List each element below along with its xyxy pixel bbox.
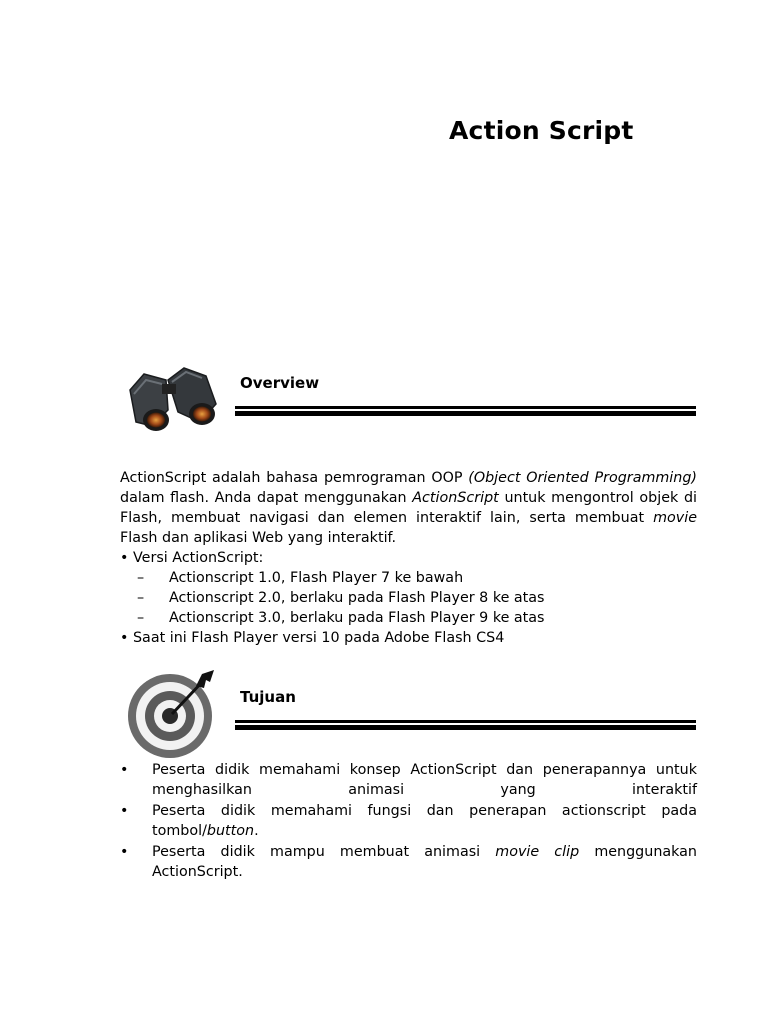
page-title: Action Script (449, 116, 634, 145)
goal-text-1: Peserta didik memahami konsep ActionScript dan penerapannya untuk menghasilkan animasi yang interaktif (152, 762, 697, 798)
tujuan-heading: Tujuan (240, 688, 296, 706)
goal-bullet-1: • (120, 762, 129, 778)
version-dash-1: – (137, 570, 145, 586)
versions-bullet: • Versi ActionScript: (120, 550, 264, 566)
goal-text-3: Peserta didik mampu membuat animasi movie clip menggunakan ActionScript. (152, 844, 697, 880)
overview-heading: Overview (240, 374, 320, 392)
goal-bullet-2: • (120, 803, 129, 819)
version-dash-3: – (137, 610, 145, 626)
overview-paragraph: ActionScript adalah bahasa pemrograman OOP (Object Oriented Programming) dalam flash. Anda dapat menggunakan ActionScript untuk mengontrol objek di Flash, membuat navigasi dan elemen interaktif lain, serta membuat movie Flash dan aplikasi Web yang interaktif. (120, 470, 697, 546)
goal-text-2: Peserta didik memahami fungsi dan penerapan actionscript pada tombol/button. (152, 803, 697, 839)
version-item-3: Actionscript 3.0, berlaku pada Flash Player 9 ke atas (169, 610, 545, 626)
goal-item-3 (120, 842, 697, 882)
overview-rule (235, 406, 696, 416)
current-version-bullet: • Saat ini Flash Player versi 10 pada Adobe Flash CS4 (120, 630, 505, 646)
version-dash-2: – (137, 590, 145, 606)
target-icon (124, 668, 220, 760)
tujuan-rule (235, 720, 696, 730)
version-item-2: Actionscript 2.0, berlaku pada Flash Player 8 ke atas (169, 590, 545, 606)
binoculars-icon (122, 360, 222, 440)
goal-item-2 (120, 801, 697, 841)
goal-bullet-3: • (120, 844, 129, 860)
goal-item-1 (120, 760, 697, 800)
version-item-1: Actionscript 1.0, Flash Player 7 ke bawah (169, 570, 464, 586)
